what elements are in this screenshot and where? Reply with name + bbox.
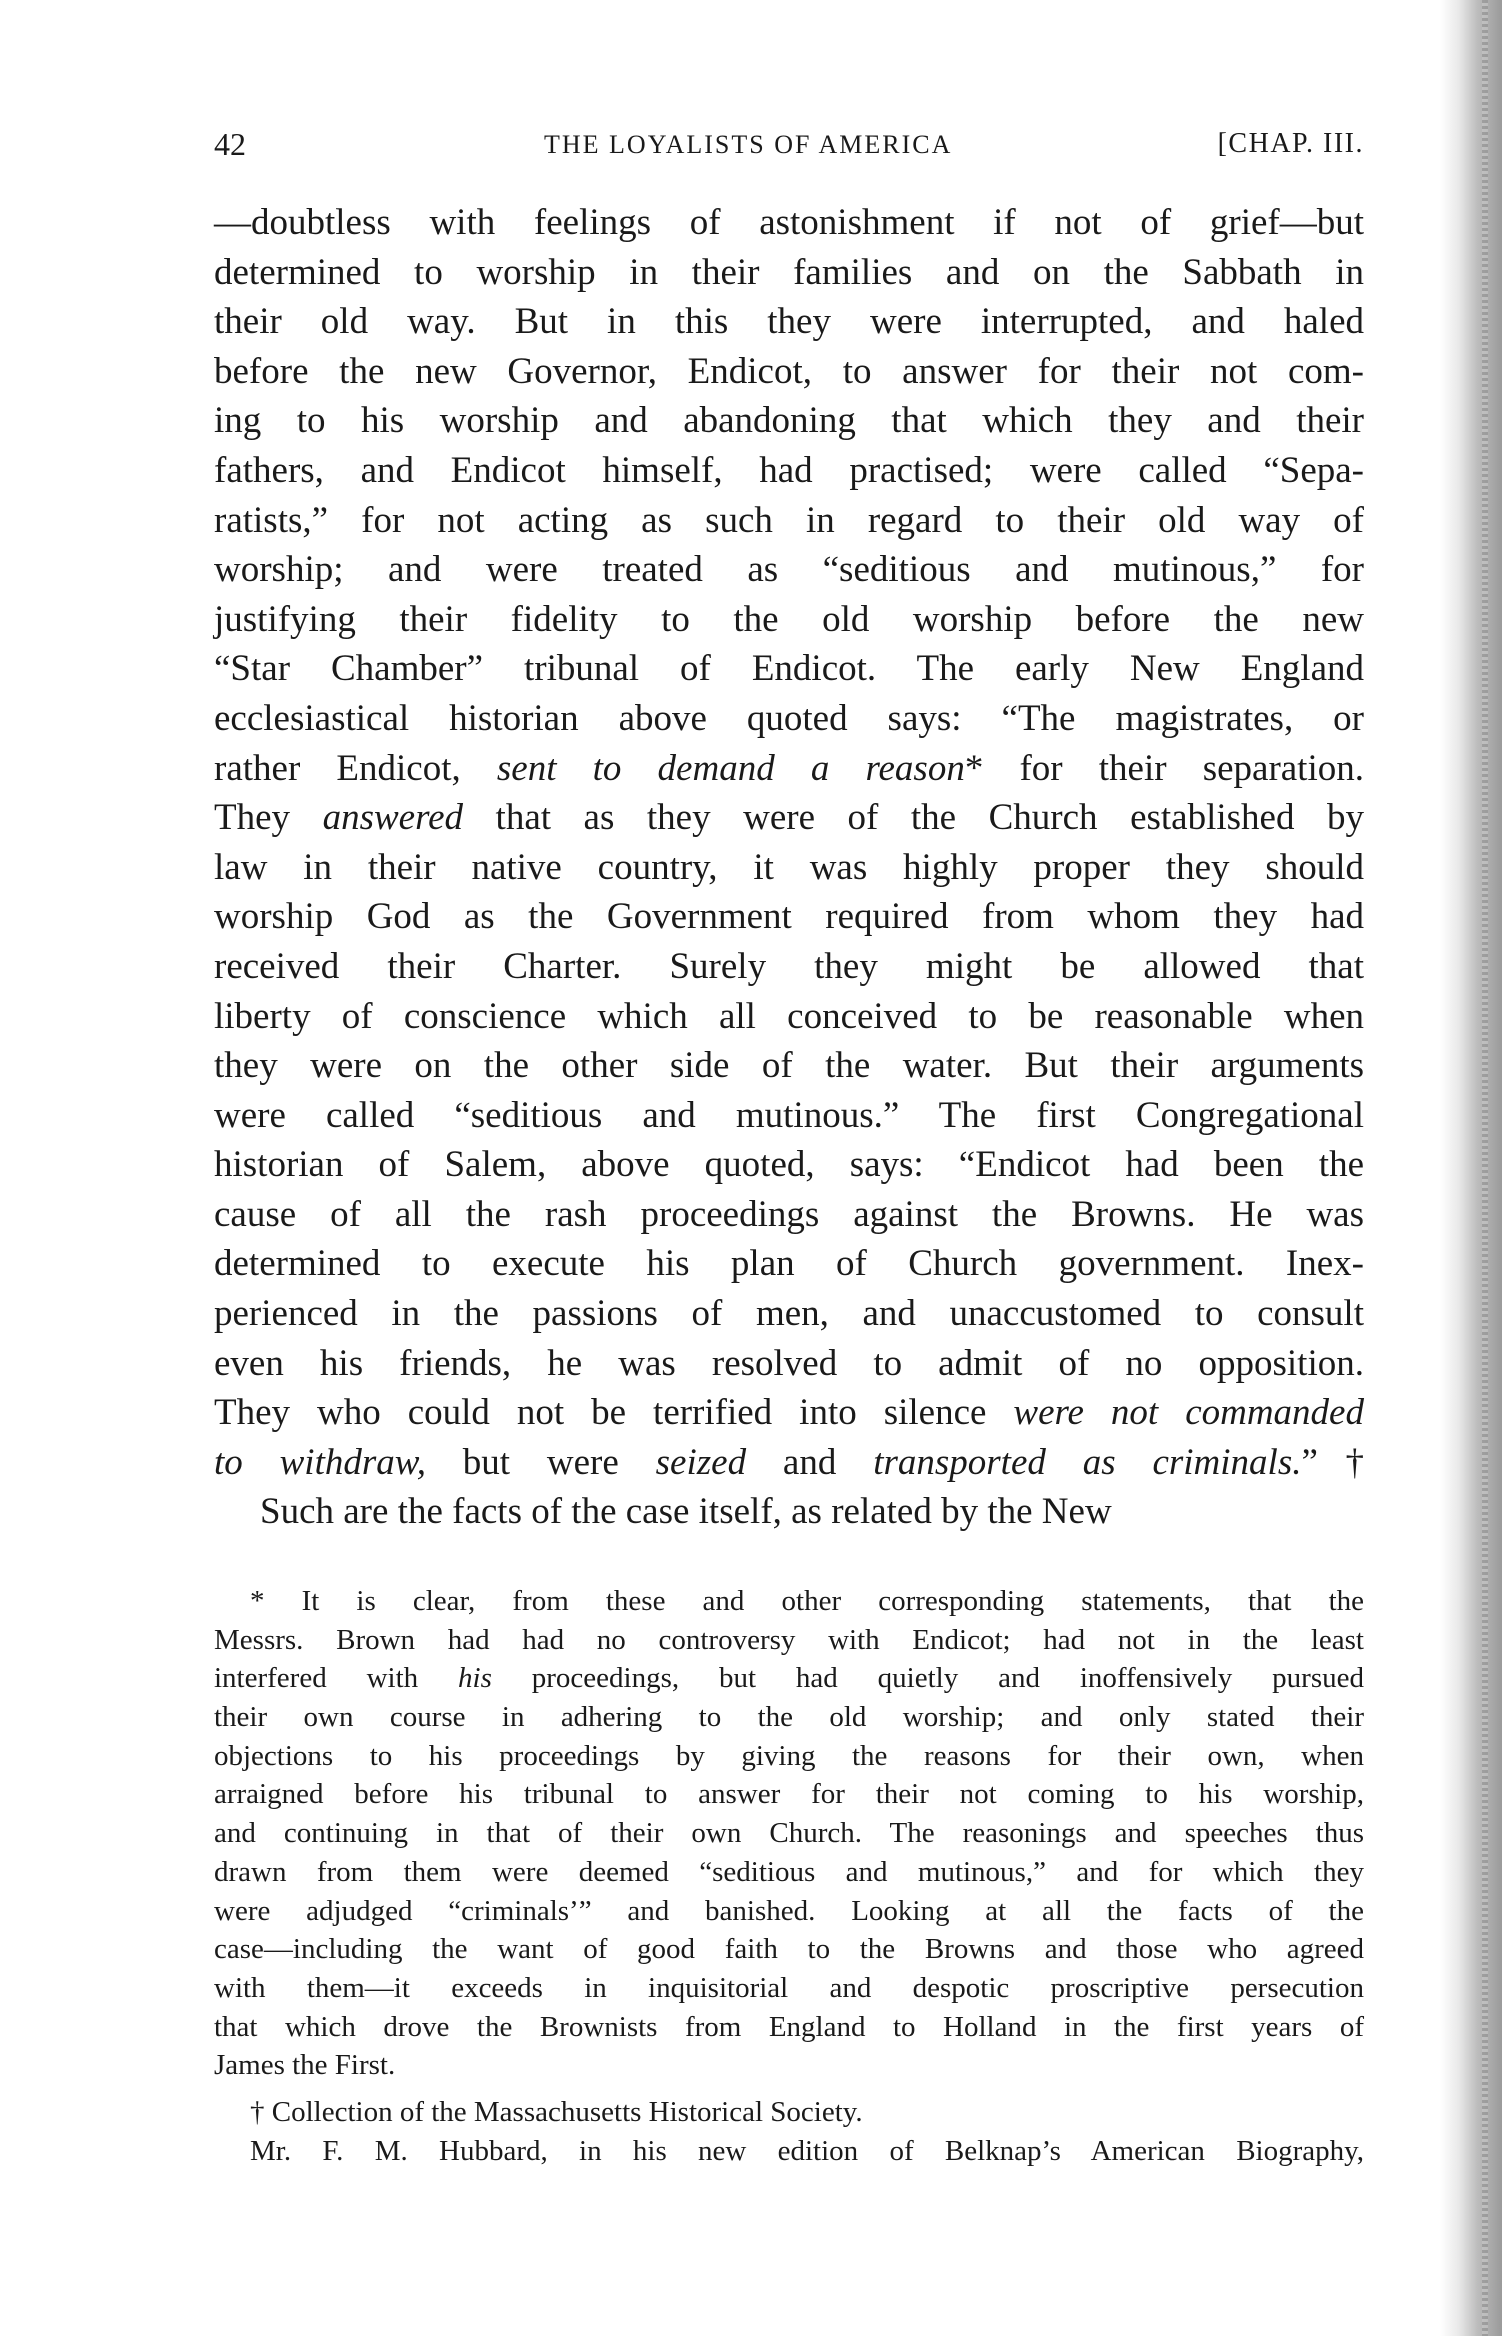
footnote-gap [214, 2085, 1364, 2093]
footnote-italic-his: his [458, 1662, 492, 1695]
body-line-1: —doubtless with feelings of astonishment if not of grief—but [214, 202, 1364, 243]
body-line-12-post: * for their separation. [964, 747, 1364, 789]
footnote-star-line-2: Messrs. Brown had had no controversy with Endicot; had not in the least [214, 1623, 1364, 1656]
body-line-15: worship God as the Government required from whom they had [214, 896, 1364, 938]
body-line-13-pre: They [214, 797, 323, 839]
footnote-star-line-3 [214, 1659, 1364, 1698]
body-line-4: before the new Governor, Endicot, to answer for their not com- [214, 350, 1364, 392]
body-line-13-post: that as they were of the Church established by [463, 797, 1364, 839]
italic-phrase-demand-reason: sent to demand a reason [496, 747, 965, 789]
body-line-13 [214, 793, 1364, 843]
body-line-26-mid2: and [746, 1441, 874, 1483]
footnotes [214, 1582, 1364, 2170]
footnote-star-line-3-post: proceedings, but had quietly and inoffensively pursued [491, 1662, 1364, 1695]
body-line-14: law in their native country, it was highly proper they should [214, 846, 1364, 888]
body-line-26-mid1: but were [425, 1441, 656, 1483]
body-line-26 [214, 1438, 1364, 1488]
footnote-hubbard: Mr. F. M. Hubbard, in his new edition of Belknap’s American Biography, [250, 2134, 1364, 2167]
footnote-star-line-10: case—including the want of good faith to the Browns and those who agreed [214, 1933, 1364, 1966]
italic-word-answered: answered [322, 797, 464, 839]
body-text [214, 198, 1364, 1537]
body-line-3: their old way. But in this they were interrupted, and haled [214, 301, 1364, 343]
body-line-24: even his friends, he was resolved to admit of no opposition. [214, 1342, 1364, 1384]
body-line-26-post: ”† [1301, 1441, 1364, 1483]
body-line-11: ecclesiastical historian above quoted says: “The magistrates, or [214, 697, 1364, 739]
footnote-star-line-5: objections to his proceedings by giving the reasons for their own, when [214, 1739, 1364, 1772]
body-line-25-pre: They who could not be terrified into silence [214, 1392, 1014, 1434]
footnote-star-line-9: were adjudged “criminals’” and banished. Looking at all the facts of the [214, 1894, 1364, 1927]
body-line-25 [214, 1388, 1364, 1438]
italic-phrase-not-commanded: were not commanded [1013, 1392, 1364, 1434]
body-line-19: were called “seditious and mutinous.” The first Congregational [214, 1094, 1364, 1136]
running-head [214, 126, 1364, 166]
italic-phrase-to-withdraw: to withdraw, [214, 1441, 426, 1483]
footnote-star-line-3-pre: interfered with [214, 1662, 459, 1695]
footnote-star-line-8: drawn from them were deemed “seditious and mutinous,” and for which they [214, 1855, 1364, 1888]
chapter-reference: [CHAP. III. [1217, 128, 1364, 159]
body-line-2: determined to worship in their families and on the Sabbath in [214, 251, 1364, 293]
scan-edge-stripe [1482, 0, 1488, 2336]
body-line-7: ratists,” for not acting as such in regard to their old way of [214, 499, 1364, 541]
body-line-18: they were on the other side of the water. But their arguments [214, 1045, 1364, 1087]
body-line-9: justifying their fidelity to the old worship before the new [214, 598, 1364, 640]
footnote-star-line-11: with them—it exceeds in inquisitorial and despotic proscriptive persecution [214, 1971, 1364, 2004]
page-number: 42 [214, 126, 246, 162]
body-line-10: “Star Chamber” tribunal of Endicot. The early New England [214, 648, 1364, 690]
body-line-12-pre: rather Endicot, [214, 747, 497, 789]
footnote-star-line-1: * It is clear, from these and other corresponding statements, that the [250, 1585, 1364, 1617]
body-line-27: Such are the facts of the case itself, as related by the New [260, 1491, 1112, 1533]
footnote-star-line-6: arraigned before his tribunal to answer for their not coming to his worship, [214, 1778, 1364, 1811]
body-line-21: cause of all the rash proceedings against the Browns. He was [214, 1193, 1364, 1235]
running-title: THE LOYALISTS OF AMERICA [544, 130, 953, 159]
italic-phrase-transported: transported as criminals. [873, 1441, 1302, 1483]
body-line-16: received their Charter. Surely they might be allowed that [214, 945, 1364, 987]
body-line-23: perienced in the passions of men, and unaccustomed to consult [214, 1293, 1364, 1335]
footnote-star-line-13: James the First. [214, 2049, 396, 2082]
footnote-dagger: † Collection of the Massachusetts Historical Society. [250, 2095, 863, 2128]
italic-word-seized: seized [655, 1441, 747, 1483]
footnote-star-line-4: their own course in adhering to the old worship; and only stated their [214, 1701, 1364, 1734]
body-line-20: historian of Salem, above quoted, says: “Endicot had been the [214, 1144, 1364, 1186]
body-line-5: ing to his worship and abandoning that which they and their [214, 400, 1364, 442]
scan-edge-shadow [1440, 0, 1502, 2336]
body-line-22: determined to execute his plan of Church government. Inex- [214, 1243, 1364, 1285]
body-line-17: liberty of conscience which all conceived to be reasonable when [214, 995, 1364, 1037]
footnote-star-line-7: and continuing in that of their own Church. The reasonings and speeches thus [214, 1817, 1364, 1850]
body-line-12 [214, 744, 1364, 794]
footnote-star-line-12: that which drove the Brownists from England to Holland in the first years of [214, 2010, 1364, 2043]
body-line-6: fathers, and Endicot himself, had practised; were called “Sepa- [214, 449, 1364, 491]
body-line-8: worship; and were treated as “seditious and mutinous,” for [214, 549, 1364, 591]
